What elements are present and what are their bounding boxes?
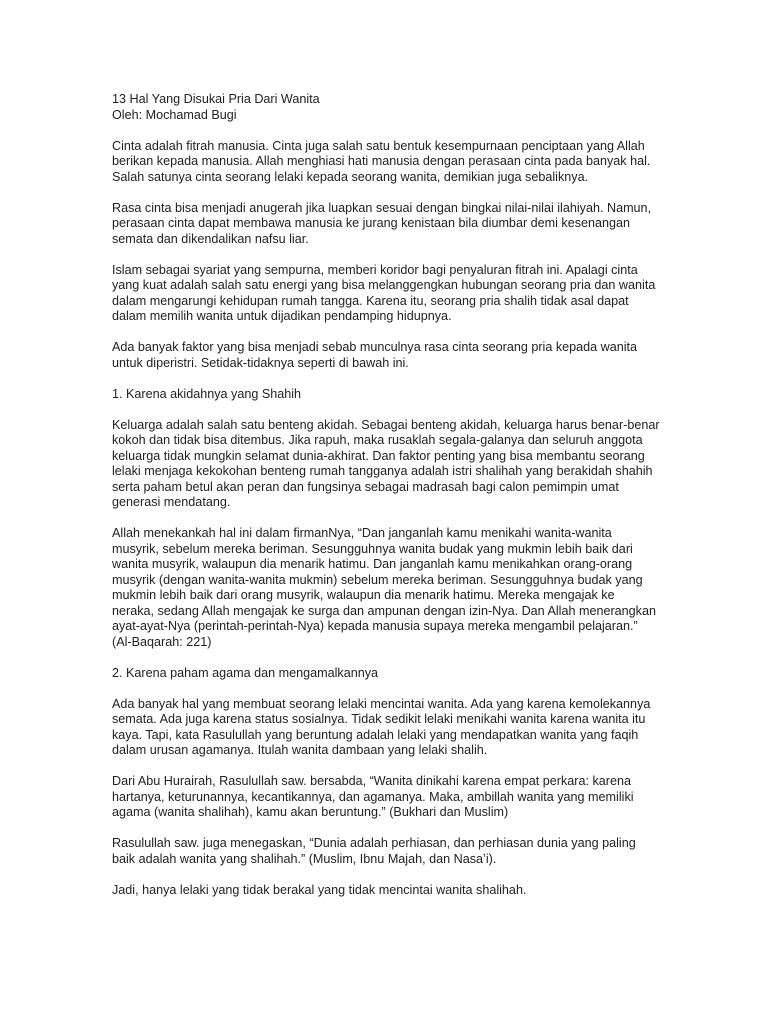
document-body	[112, 92, 660, 914]
section-heading: 2. Karena paham agama dan mengamalkannya	[112, 665, 379, 680]
section-heading: 1. Karena akidahnya yang Shahih	[112, 386, 302, 401]
paragraph: Dari Abu Hurairah, Rasulullah saw. bersabda, “Wanita dinikahi karena empat perkara: karena hartanya, keturunannya, kecantikannya, dan agamanya. Maka, ambillah wanita yang memiliki agama (wanita shalihah), kamu akan beruntung.” (Bukhari dan Muslim)	[112, 774, 634, 819]
paragraph: Ada banyak faktor yang bisa menjadi sebab munculnya rasa cinta seorang pria kepada wanita untuk diperistri. Setidak-tidaknya seperti di bawah ini.	[112, 340, 638, 370]
paragraph: Ada banyak hal yang membuat seorang lelaki mencintai wanita. Ada yang karena kemolekannya semata. Ada juga karena status sosialnya. Tidak sedikit lelaki menikahi wanita karena wanita itu kaya. Tapi, kata Rasulullah yang beruntung adalah lelaki yang mendapatkan wanita yang faqih dalam urusan agamanya. Itulah wanita dambaan yang lelaki shalih.	[112, 696, 651, 757]
document-header	[112, 92, 660, 123]
paragraph: Rasa cinta bisa menjadi anugerah jika luapkan sesuai dengan bingkai nilai-nilai ilahiyah. Namun, perasaan cinta dapat membawa manusia ke jurang kenistaan bila diumbar demi kesenangan semata dan dikendalikan nafsu liar.	[112, 200, 652, 246]
document-author: Oleh: Mochamad Bugi	[112, 107, 237, 122]
paragraph: Rasulullah saw. juga menegaskan, “Dunia adalah perhiasan, dan perhiasan dunia yang paling baik adalah wanita yang shalihah.” (Muslim, Ibnu Majah, dan Nasa’i).	[112, 836, 636, 866]
paragraph: Keluarga adalah salah satu benteng akidah. Sebagai benteng akidah, keluarga harus benar-benar kokoh dan tidak bisa ditembus. Jika rapuh, maka rusaklah segala-galanya dan seluruh anggota keluarga tidak mungkin selamat dunia-akhirat. Dan faktor penting yang bisa membantu seorang lelaki menjaga kekokohan benteng rumah tangganya adalah istri shalihah yang berakidah shahih serta paham betul akan peran dan fungsinya sebagai madrasah bagi calon pemimpin umat generasi mendatang.	[112, 417, 660, 509]
document-title: 13 Hal Yang Disukai Pria Dari Wanita	[112, 92, 320, 106]
paragraph: Islam sebagai syariat yang sempurna, memberi koridor bagi penyaluran fitrah ini. Apalagi cinta yang kuat adalah salah satu energi yang bisa melanggengkan hubungan seorang pria dan wanita dalam mengarungi kehidupan rumah tangga. Karena itu, seorang pria shalih tidak asal dapat dalam memilih wanita untuk dijadikan pendamping hidupnya.	[112, 262, 656, 323]
paragraph: Cinta adalah fitrah manusia. Cinta juga salah satu bentuk kesempurnaan penciptaan yang Allah berikan kepada manusia. Allah menghiasi hati manusia dengan perasaan cinta pada banyak hal. Salah satunya cinta seorang lelaki kepada seorang wanita, demikian juga sebaliknya.	[112, 138, 651, 184]
paragraph: Allah menekankah hal ini dalam firmanNya, “Dan janganlah kamu menikahi wanita-wanita musyrik, sebelum mereka beriman. Sesungguhnya wanita budak yang mukmin lebih baik dari wanita musyrik, walaupun dia menarik hatimu. Dan janganlah kamu menikahkan orang-orang musyrik (dengan wanita-wanita mukmin) sebelum mereka beriman. Sesungguhnya budak yang mukmin lebih baik dari orang musyrik, walaupun dia menarik hatimu. Mereka mengajak ke neraka, sedang Allah mengajak ke surga dan ampunan dengan izin-Nya. Dan Allah menerangkan ayat-ayat-Nya (perintah-perintah-Nya) kepada manusia supaya mereka mengambil pelajaran.” (Al-Baqarah: 221)	[112, 526, 656, 649]
paragraph: Jadi, hanya lelaki yang tidak berakal yang tidak mencintai wanita shalihah.	[112, 882, 527, 897]
